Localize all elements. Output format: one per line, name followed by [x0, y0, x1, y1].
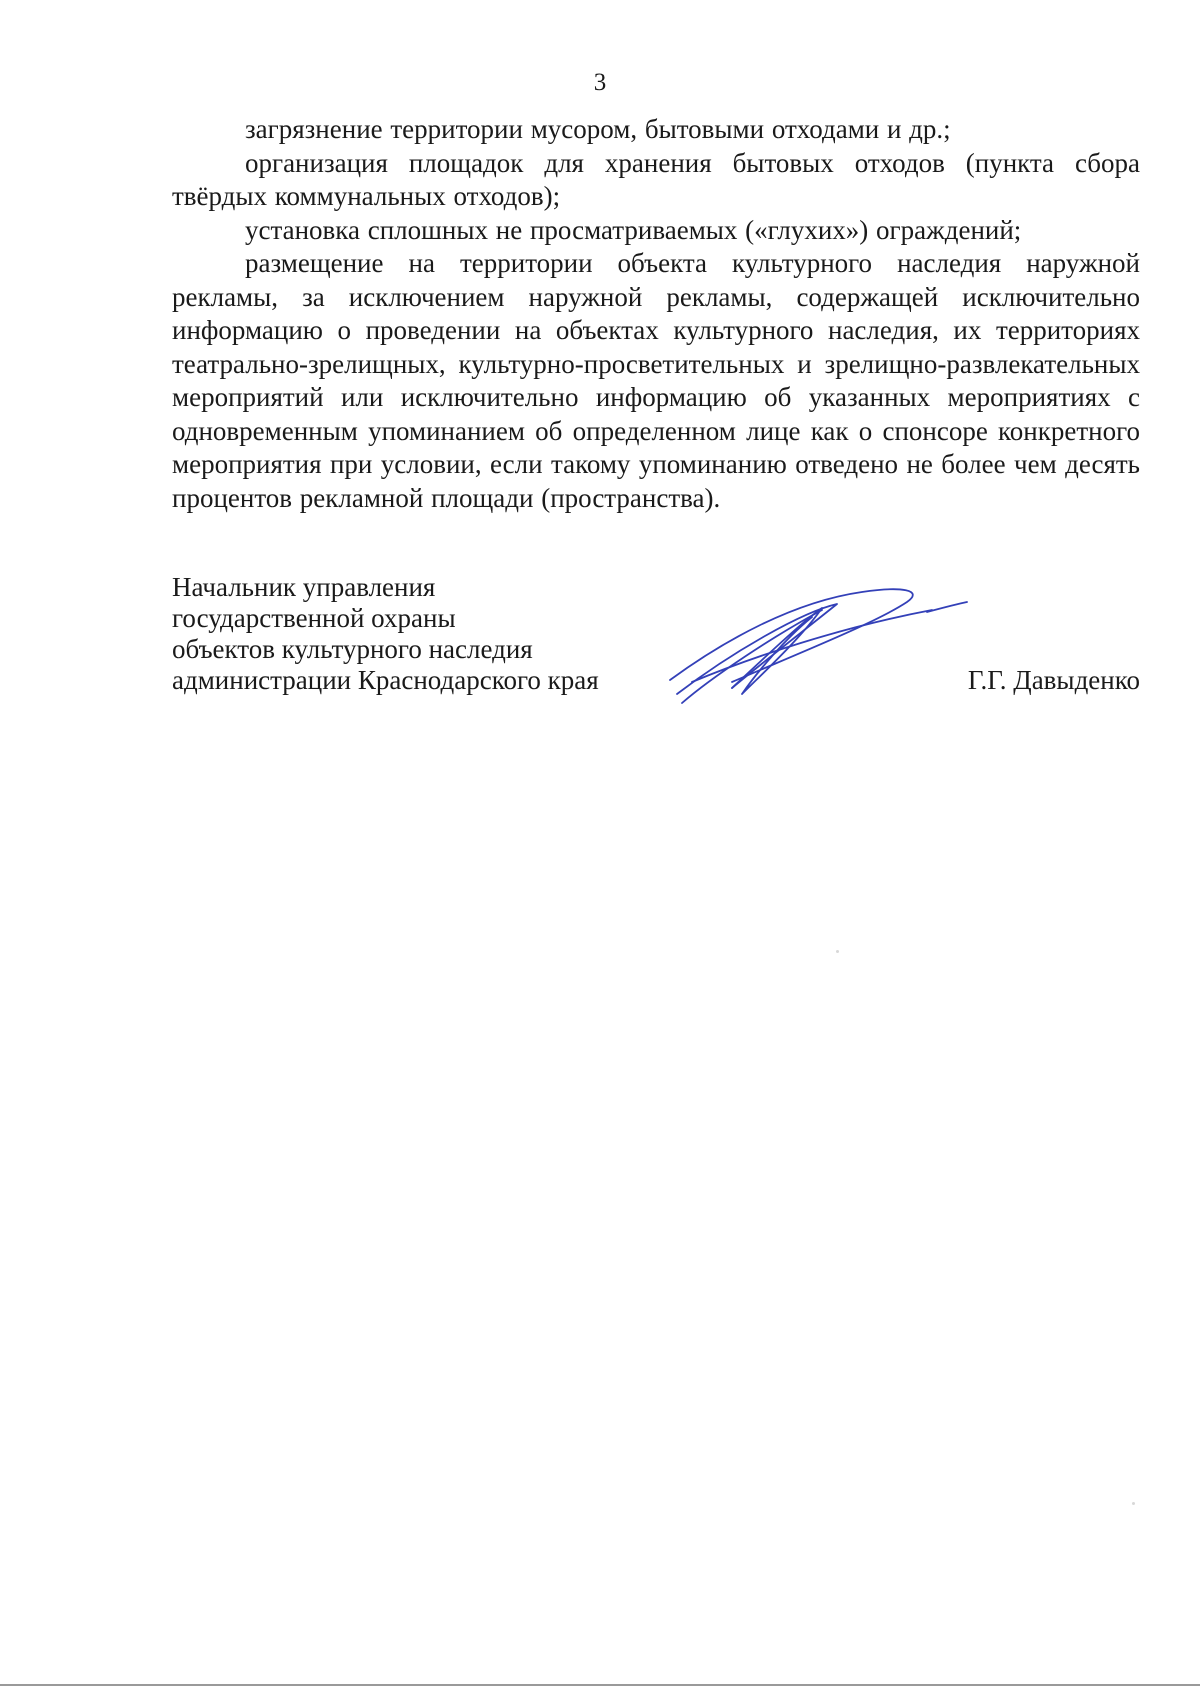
handwritten-signature [662, 582, 972, 707]
paragraph-pollution: загрязнение территории мусором, бытовыми отходами и др.; [245, 114, 951, 144]
signer-position [172, 572, 599, 696]
scan-speck [1132, 1502, 1135, 1505]
signer-position-line: Начальник управления [172, 572, 436, 602]
signer-position-line: администрации Краснодарского края [172, 665, 599, 695]
scan-edge-line [0, 1684, 1200, 1686]
document-body [172, 113, 1140, 515]
paragraph-advertising: размещение на территории объекта культурного наследия наружной рекламы, за исключением наружной рекламы, содержащей исключительно информацию о проведении на объектах культурного наследия, их территориях театрально-зрелищных, культурно-просветительных и зрелищно-развлекательных мероприятий или исключительно информацию об указанных мероприятиях с одновременным упоминанием об определенном лице как о спонсоре конкретного мероприятия при условии, если такому упоминанию отведено не более чем десять процентов рекламной площади (пространства). [172, 248, 1140, 513]
signer-position-line: государственной охраны [172, 603, 456, 633]
paragraph-fences: установка сплошных не просматриваемых («глухих») ограждений; [245, 214, 1022, 245]
signature-stroke [927, 602, 967, 612]
page-number: 3 [593, 69, 607, 96]
signature-block [172, 572, 1140, 722]
paragraph-waste-sites: организация площадок для хранения бытовых отходов (пункта сбора твёрдых коммунальных отходов); [172, 147, 1140, 211]
scan-speck [836, 950, 839, 953]
signer-position-line: объектов культурного наследия [172, 634, 533, 664]
signer-name: Г.Г. Давыденко [967, 665, 1140, 695]
